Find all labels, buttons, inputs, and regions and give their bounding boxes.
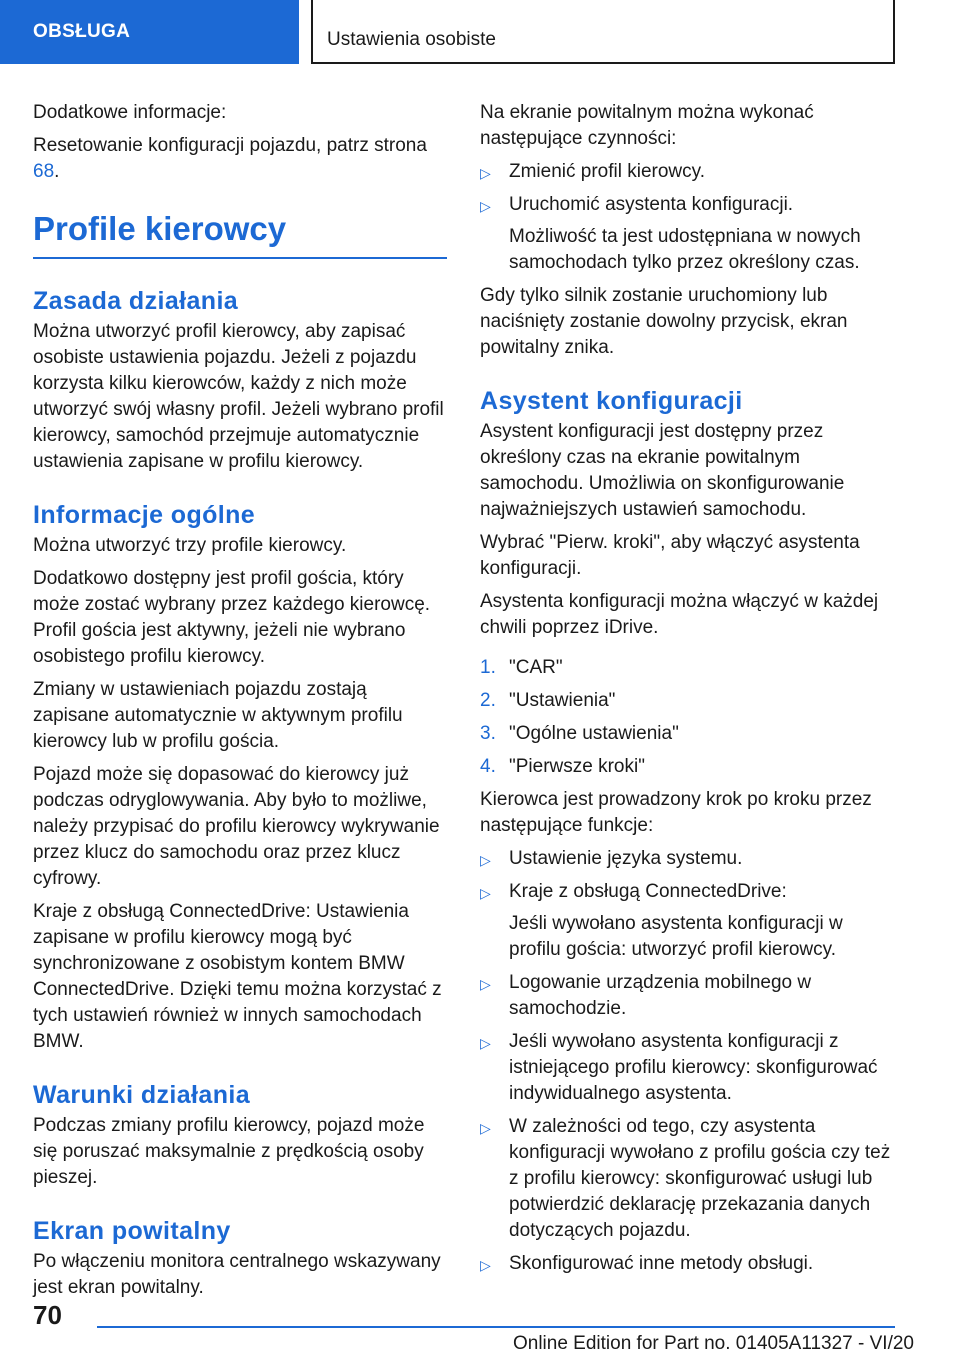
triangle-bullet-icon: ▷ bbox=[480, 885, 491, 901]
step-text: "Pierwsze kroki" bbox=[509, 756, 645, 777]
intro-label: Dodatkowe informacje: bbox=[33, 102, 227, 123]
page-number: 70 bbox=[33, 1300, 62, 1330]
right-column bbox=[480, 100, 895, 1284]
edition-footer: Online Edition for Part no. 01405A11327 - VI/20 bbox=[512, 1333, 914, 1354]
paragraph: Zmiany w ustawieniach pojazdu zostają zapisane automatycznie w aktywnym profilu kierowcy lub w profilu gościa. bbox=[33, 679, 403, 752]
paragraph: Można utworzyć trzy profile kierowcy. bbox=[33, 535, 347, 556]
step-number: 2. bbox=[480, 690, 496, 711]
step-item bbox=[480, 754, 895, 780]
list-item bbox=[480, 879, 895, 963]
paragraph: Dodatkowo dostępny jest profil gościa, który może zostać wybrany przez każdego kierowcę. Profil gościa jest aktywny, jeżeli nie wybrano osobistego profilu kierowcy. bbox=[33, 568, 431, 667]
footer-divider bbox=[97, 1326, 895, 1328]
paragraph: Wybrać "Pierw. kroki", aby włączyć asystenta konfiguracji. bbox=[480, 532, 860, 579]
triangle-bullet-icon: ▷ bbox=[480, 198, 491, 214]
paragraph: Po włączeniu monitora centralnego wskazywany jest ekran powitalny. bbox=[33, 1251, 441, 1298]
intro-text: Resetowanie konfiguracji pojazdu, patrz strona bbox=[33, 135, 427, 156]
paragraph: Kierowca jest prowadzony krok po kroku przez następujące funkcje: bbox=[480, 789, 872, 836]
list-item-text: W zależności od tego, czy asystenta konfiguracji wywołano z profilu gościa czy też z profilu kierowcy: skonfigurować usługi lub potwierdzić deklarację przekazania danych dotyczących pojazdu. bbox=[509, 1116, 891, 1241]
list-item-text: Jeśli wywołano asystenta konfiguracji z istniejącego profilu kierowcy: skonfigurować indywidualnego asystenta. bbox=[509, 1031, 878, 1104]
list-item-text: Logowanie urządzenia mobilnego w samochodzie. bbox=[509, 972, 812, 1019]
step-number: 1. bbox=[480, 657, 496, 678]
intro-paragraph bbox=[33, 133, 447, 185]
triangle-bullet-icon: ▷ bbox=[480, 1120, 491, 1136]
paragraph: Gdy tylko silnik zostanie uruchomiony lub naciśnięty zostanie dowolny przycisk, ekran powitalny znika. bbox=[480, 285, 848, 358]
list-item-text: Ustawienie języka systemu. bbox=[509, 848, 743, 869]
list-item-text: Zmienić profil kierowcy. bbox=[509, 161, 706, 182]
chapter-heading: Profile kierowcy bbox=[33, 209, 447, 259]
paragraph: Można utworzyć profil kierowcy, aby zapisać osobiste ustawienia pojazdu. Jeżeli z pojazdu korzysta kilku kierowców, każdy z nich może utworzyć swój własny profil. Jeżeli wybrano profil kierowcy, samochód przejmuje automatycznie ustawienia zapisane w profilu kierowcy. bbox=[33, 321, 444, 472]
section-heading-welcome-screen: Ekran powitalny bbox=[33, 1217, 231, 1245]
triangle-bullet-icon: ▷ bbox=[480, 165, 491, 181]
list-item-text: Kraje z obsługą ConnectedDrive: bbox=[509, 881, 787, 902]
triangle-bullet-icon: ▷ bbox=[480, 852, 491, 868]
section-heading-setup-assistant: Asystent konfiguracji bbox=[480, 387, 743, 415]
triangle-bullet-icon: ▷ bbox=[480, 976, 491, 992]
list-item-note: Jeśli wywołano asystenta konfiguracji w profilu gościa: utworzyć profil kierowcy. bbox=[509, 913, 843, 960]
paragraph: Asystent konfiguracji jest dostępny przez określony czas na ekranie powitalnym samochodu. Umożliwia on skonfigurowanie najważniejszych ustawień samochodu. bbox=[480, 421, 845, 520]
list-item bbox=[480, 1251, 895, 1277]
section-heading-general: Informacje ogólne bbox=[33, 501, 256, 529]
page-link[interactable]: 68 bbox=[33, 161, 55, 182]
step-item bbox=[480, 721, 895, 747]
list-item-text: Skonfigurować inne metody obsługi. bbox=[509, 1253, 814, 1274]
section-tab: OBSŁUGA bbox=[0, 0, 299, 64]
paragraph: Pojazd może się dopasować do kierowcy już podczas odryglowywania. Aby było to możliwe, należy przypisać do profilu kierowcy wykrywanie przez klucz do samochodu oraz przez klucz cyfrowy. bbox=[33, 764, 440, 889]
numbered-steps bbox=[480, 655, 895, 780]
list-item bbox=[480, 970, 895, 1022]
list-item bbox=[480, 159, 895, 185]
step-number: 4. bbox=[480, 756, 496, 777]
triangle-bullet-icon: ▷ bbox=[480, 1035, 491, 1051]
list-item-text: Uruchomić asystenta konfiguracji. bbox=[509, 194, 794, 215]
paragraph: Asystenta konfiguracji można włączyć w każdej chwili poprzez iDrive. bbox=[480, 591, 879, 638]
step-text: "CAR" bbox=[509, 657, 563, 678]
left-column bbox=[33, 100, 447, 1308]
list-item bbox=[480, 1114, 895, 1244]
list-item bbox=[480, 846, 895, 872]
section-heading-principle: Zasada działania bbox=[33, 287, 239, 315]
intro-end: . bbox=[54, 161, 60, 182]
step-item bbox=[480, 688, 895, 714]
step-text: "Ustawienia" bbox=[509, 690, 616, 711]
triangle-bullet-icon: ▷ bbox=[480, 1257, 491, 1273]
bullet-list bbox=[480, 846, 895, 1277]
section-heading-conditions: Warunki działania bbox=[33, 1081, 251, 1109]
step-item bbox=[480, 655, 895, 681]
page-header bbox=[0, 0, 960, 66]
bullet-list bbox=[480, 159, 895, 276]
step-text: "Ogólne ustawienia" bbox=[509, 723, 679, 744]
list-item bbox=[480, 1029, 895, 1107]
list-item-note: Możliwość ta jest udostępniana w nowych samochodach tylko przez określony czas. bbox=[509, 226, 861, 273]
paragraph: Kraje z obsługą ConnectedDrive: Ustawienia zapisane w profilu kierowcy mogą być synchronizowane z osobistym kontem BMW ConnectedDrive. Dzięki temu można korzystać z tych ustawień również w innych samochodach BMW. bbox=[33, 901, 442, 1052]
paragraph: Podczas zmiany profilu kierowcy, pojazd może się poruszać maksymalnie z prędkością osoby pieszej. bbox=[33, 1115, 425, 1188]
list-item bbox=[480, 192, 895, 276]
chapter-title: Ustawienia osobiste bbox=[311, 0, 895, 64]
paragraph: Na ekranie powitalnym można wykonać następujące czynności: bbox=[480, 102, 814, 149]
step-number: 3. bbox=[480, 723, 496, 744]
